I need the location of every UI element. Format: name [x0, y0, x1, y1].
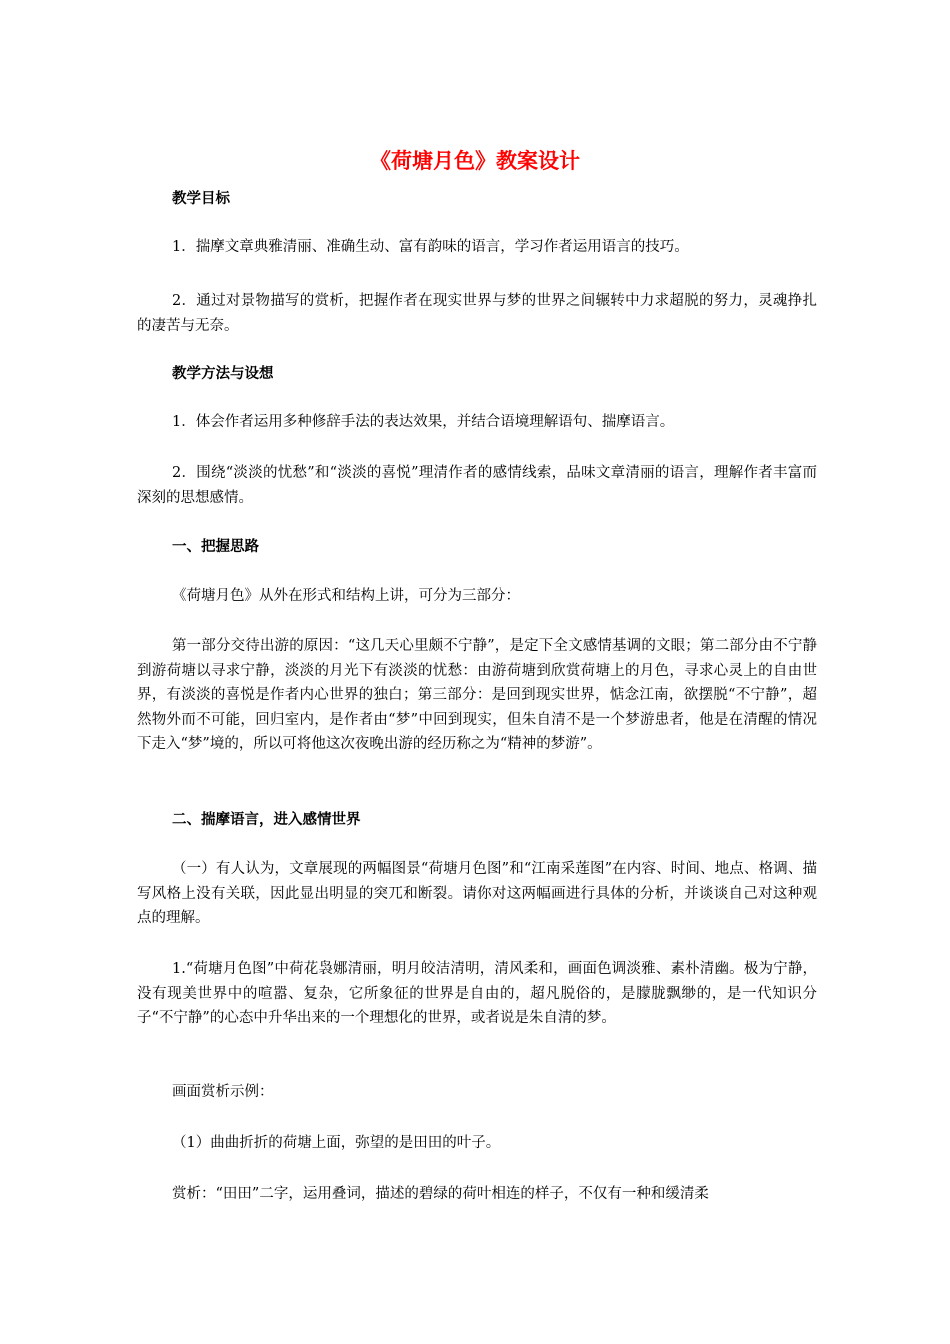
part1-body: 第一部分交待出游的原因：“这几天心里颇不宁静”，是定下全文感情基调的文眼；第二部分由不宁静到游荷塘以寻求宁静，淡淡的月光下有淡淡的忧愁：由游荷塘到欣赏荷塘上的月色，寻求心灵上的自由世界，有淡淡的喜悦是作者内心世界的独白；第三部分：是回到现实世界，惦念江南，欲摆脱“不宁静”，超然物外而不可能，回归室内，是作者由“梦”中回到现实，但朱自清不是一个梦游患者，他是在清醒的情况下走入“梦”境的，所以可将他这次夜晚出游的经历称之为“精神的梦游”。 [137, 638, 817, 752]
part1-intro: 《荷塘月色》从外在形式和结构上讲，可分为三部分： [172, 588, 520, 604]
example-item-1: （1）曲曲折折的荷塘上面，弥望的是田田的叶子。 [172, 1135, 501, 1151]
method-item-1: 1．体会作者运用多种修辞手法的表达效果，并结合语境理解语句、揣摩语言。 [172, 414, 675, 430]
part2-heading: 二、揣摩语言，进入感情世界 [172, 812, 361, 828]
document-title: 《荷塘月色》教案设计 [370, 149, 580, 173]
analysis-item-1: 赏析：“田田”二字，运用叠词，描述的碧绿的荷叶相连的样子，不仅有一种和缓清柔 [172, 1186, 709, 1202]
part2-answer-1: 1.“荷塘月色图”中荷花袅娜清丽，明月皎洁清明，清风柔和，画面色调淡雅、素朴清幽。极为宁静，没有现美世界中的喧嚣、复杂，它所象征的世界是自由的，超凡脱俗的，是朦胧飘缈的，是一代知识分子“不宁静”的心态中升华出来的一个理想化的世界，或者说是朱自清的梦。 [137, 961, 817, 1026]
example-label: 画面赏析示例： [172, 1084, 274, 1100]
objectives-heading: 教学目标 [172, 191, 230, 207]
method-item-2: 2．围绕“淡淡的忧愁”和“淡淡的喜悦”理清作者的感情线索，品味文章清丽的语言，理解作者丰富而深刻的思想感情。 [137, 465, 817, 506]
objective-item-2: 2．通过对景物描写的赏析，把握作者在现实世界与梦的世界之间辗转中力求超脱的努力，灵魂挣扎的凄苦与无奈。 [137, 293, 817, 334]
part2-question-1: （一）有人认为，文章展现的两幅图景“荷塘月色图”和“江南采莲图”在内容、时间、地点、格调、描写风格上没有关联，因此显出明显的突兀和断裂。请你对这两幅画进行具体的分析，并谈谈自己对这种观点的理解。 [137, 861, 817, 926]
methods-heading: 教学方法与设想 [172, 366, 274, 382]
part1-heading: 一、把握思路 [172, 539, 259, 555]
objective-item-1: 1．揣摩文章典雅清丽、准确生动、富有韵味的语言，学习作者运用语言的技巧。 [172, 239, 689, 255]
